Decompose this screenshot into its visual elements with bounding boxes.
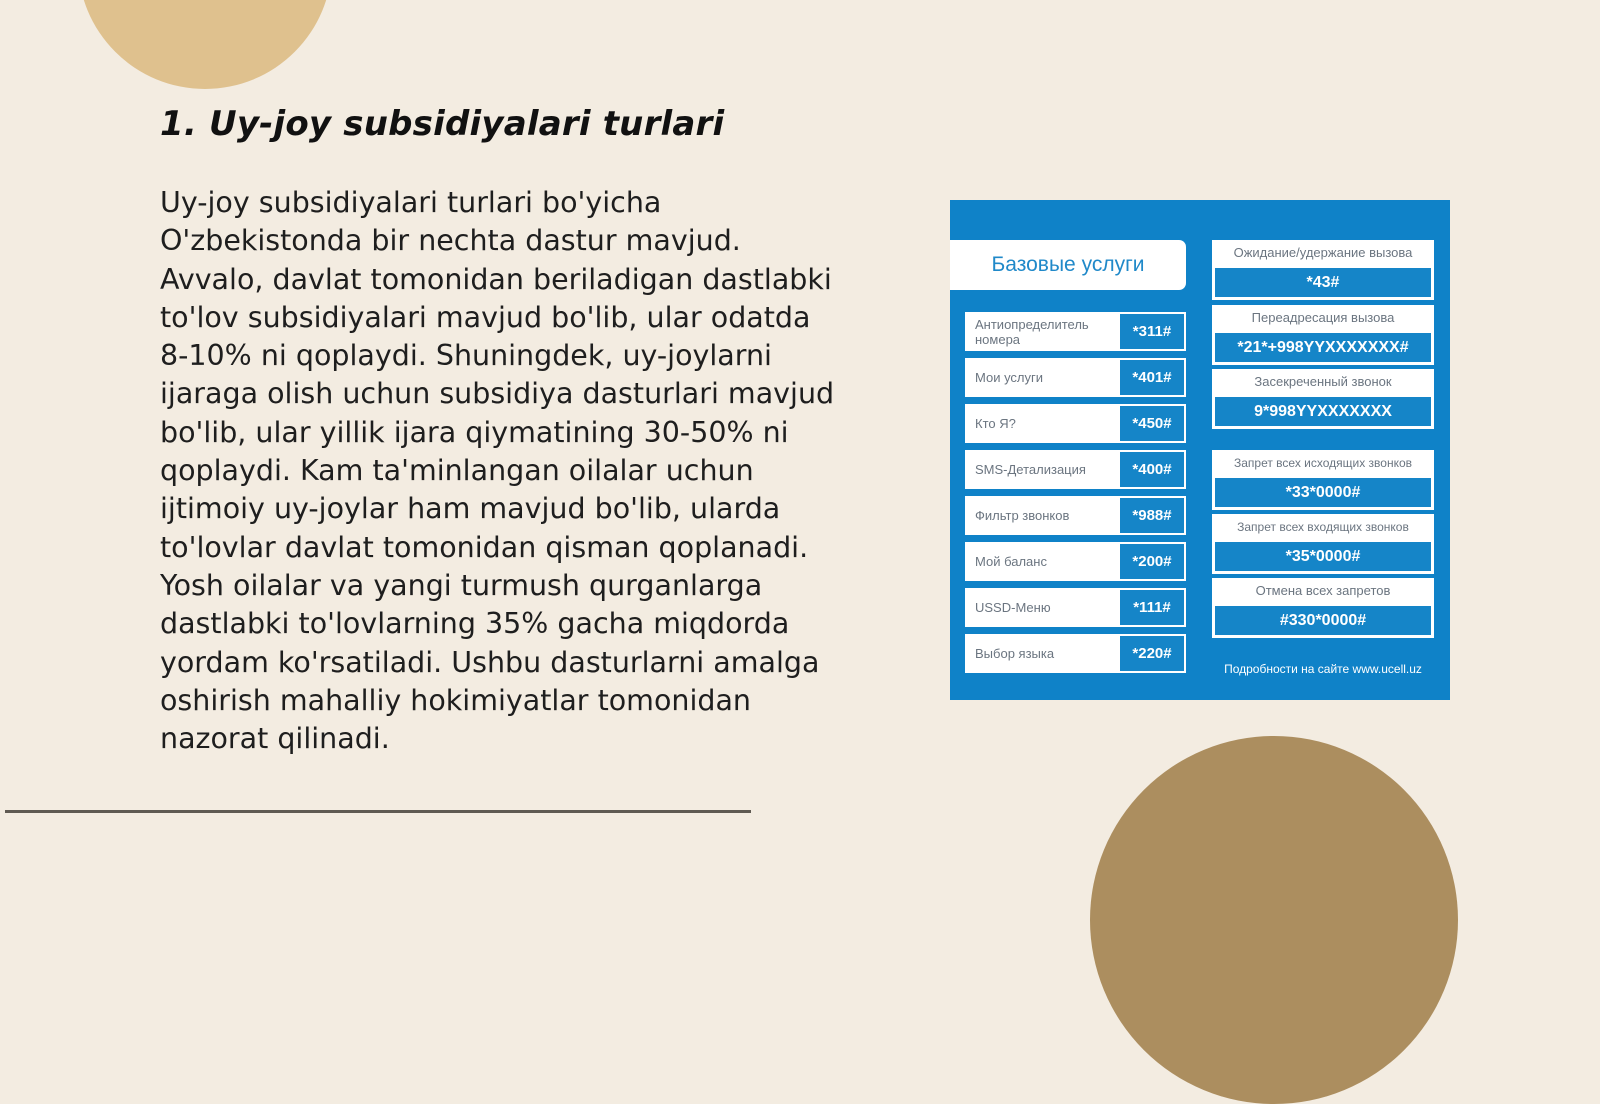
feature-box	[1212, 578, 1434, 638]
service-name: Мои услуги	[975, 370, 1044, 385]
feature-box	[1212, 514, 1434, 574]
service-name: Кто Я?	[975, 416, 1016, 431]
feature-code: #330*0000#	[1215, 606, 1431, 635]
feature-box	[1212, 240, 1434, 300]
service-name: Мой баланс	[975, 554, 1047, 569]
service-row	[965, 358, 1186, 397]
feature-code: *21*+998YYXXXXXXX#	[1215, 333, 1431, 362]
service-row	[965, 312, 1186, 351]
service-code: *401#	[1120, 360, 1184, 395]
feature-box	[1212, 305, 1434, 365]
feature-code: *43#	[1215, 268, 1431, 297]
service-code: *200#	[1120, 544, 1184, 579]
service-code: *111#	[1120, 590, 1184, 625]
slide-body-text: Uy-joy subsidiyalari turlari bo'yicha O'zbekistonda bir nechta dastur mavjud. Avvalo, davlat tomonidan beriladigan dastlabki to'lov subsidiyalari mavjud bo'lib, ular odatda 8-10% ni qoplaydi. Shuningdek, uy-joylarni ijaraga olish uchun subsidiya dasturlari mavjud bo'lib, ular yillik ijara qiymatining 30-50% ni qoplaydi. Kam ta'minlangan oilalar uchun ijtimoiy uy-joylar ham mavjud bo'lib, ularda to'lovlar davlat tomonidan qisman qoplanadi. Yosh oilalar va yangi turmush qurganlarga dastlabki to'lovlarning 35% gacha miqdorda yordam ko'rsatiladi. Ushbu dasturlarni amalga oshirish mahalliy hokimiyatlar tomonidan nazorat qilinadi.	[160, 186, 835, 756]
service-row	[965, 634, 1186, 673]
services-header: Базовые услуги	[950, 240, 1186, 290]
service-code: *400#	[1120, 452, 1184, 487]
feature-box	[1212, 369, 1434, 429]
feature-box	[1212, 450, 1434, 510]
feature-code: *35*0000#	[1215, 542, 1431, 571]
service-row	[965, 404, 1186, 443]
feature-label: Ожидание/удержание вызова	[1233, 245, 1413, 260]
feature-label: Засекреченный звонок	[1254, 374, 1392, 389]
service-row	[965, 542, 1186, 581]
service-name: Выбор языка	[975, 646, 1055, 661]
service-code: *988#	[1120, 498, 1184, 533]
service-row	[965, 450, 1186, 489]
service-name: USSD-Меню	[975, 600, 1051, 615]
feature-label: Переадресация вызова	[1251, 310, 1395, 325]
service-row	[965, 588, 1186, 627]
service-code: *311#	[1120, 314, 1184, 349]
ussd-services-image	[950, 200, 1450, 700]
divider-line	[5, 810, 751, 813]
decorative-circle-top	[78, 0, 332, 89]
decorative-circle-bottom	[1090, 736, 1458, 1104]
service-code: *450#	[1120, 406, 1184, 441]
feature-code: 9*998YYXXXXXXX	[1215, 397, 1431, 426]
feature-label: Отмена всех запретов	[1255, 583, 1391, 598]
service-name: SMS-Детализация	[975, 462, 1086, 477]
website-footer: Подробности на сайте www.ucell.uz	[1224, 662, 1422, 676]
service-code: *220#	[1120, 636, 1184, 671]
slide-title: 1. Uy-joy subsidiyalari turlari	[160, 104, 725, 144]
service-name: Антиопределитель номера	[975, 316, 1089, 347]
service-name: Фильтр звонков	[975, 508, 1070, 523]
service-row	[965, 496, 1186, 535]
feature-label: Запрет всех входящих звонков	[1237, 520, 1409, 534]
feature-label: Запрет всех исходящих звонков	[1233, 456, 1413, 470]
feature-code: *33*0000#	[1215, 478, 1431, 507]
